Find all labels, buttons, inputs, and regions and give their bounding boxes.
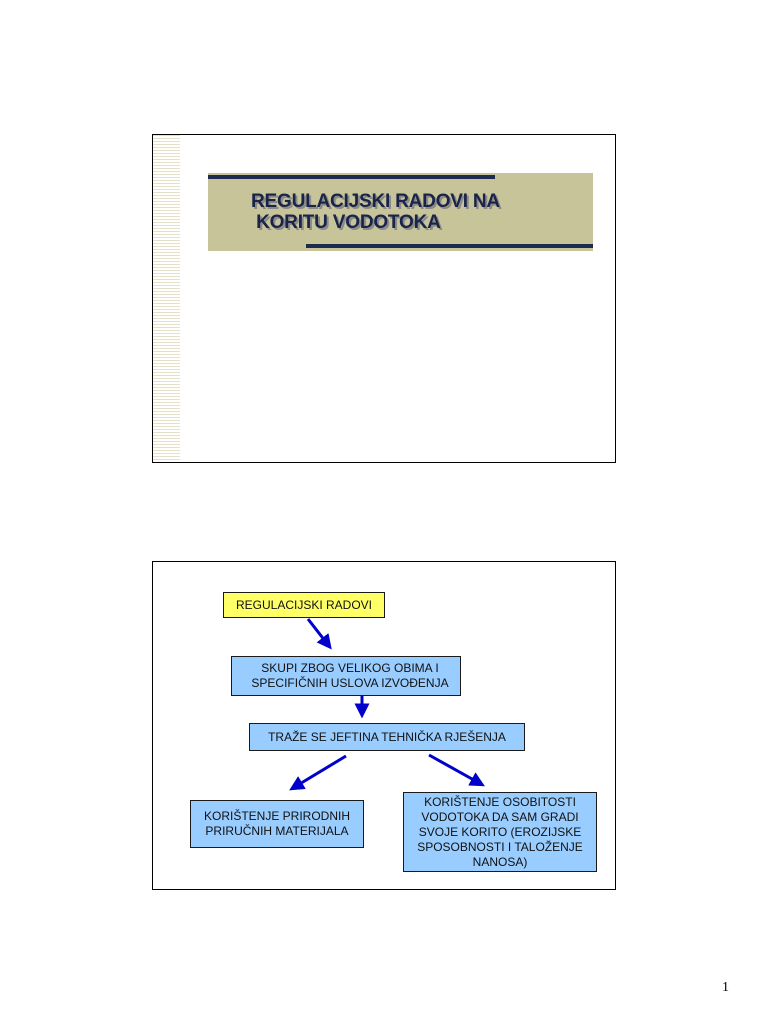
slide-title bbox=[152, 134, 616, 463]
box-prirodni-materijali: KORIŠTENJE PRIRODNIH PRIRUČNIH MATERIJALA bbox=[190, 800, 364, 848]
box-traze-rjesenja: TRAŽE SE JEFTINA TEHNIČKA RJEŠENJA bbox=[249, 723, 525, 751]
arrow-to-prirodni bbox=[293, 756, 346, 788]
title-rule-bottom bbox=[306, 244, 593, 248]
box-osobitosti-vodotoka: KORIŠTENJE OSOBITOSTI VODOTOKA DA SAM GRADI SVOJE KORITO (EROZIJSKE SPOSOBNOSTI I TALOŽENJE NANOSA) bbox=[403, 792, 597, 872]
box-regulacijski-radovi: REGULACIJSKI RADOVI bbox=[223, 592, 385, 618]
page-number: 1 bbox=[722, 980, 729, 995]
title-rule-top bbox=[208, 175, 495, 179]
arrow-to-osobitosti bbox=[429, 755, 481, 784]
slide-title-text: REGULACIJSKI RADOVI NA KORITU VODOTOKA bbox=[251, 191, 500, 233]
slide-flowchart bbox=[152, 561, 616, 890]
decorative-stripes bbox=[153, 135, 180, 462]
box-skupi: SKUPI ZBOG VELIKOG OBIMA I SPECIFIČNIH USLOVA IZVOĐENJA bbox=[231, 656, 461, 696]
arrow-to-skupi bbox=[308, 619, 329, 646]
